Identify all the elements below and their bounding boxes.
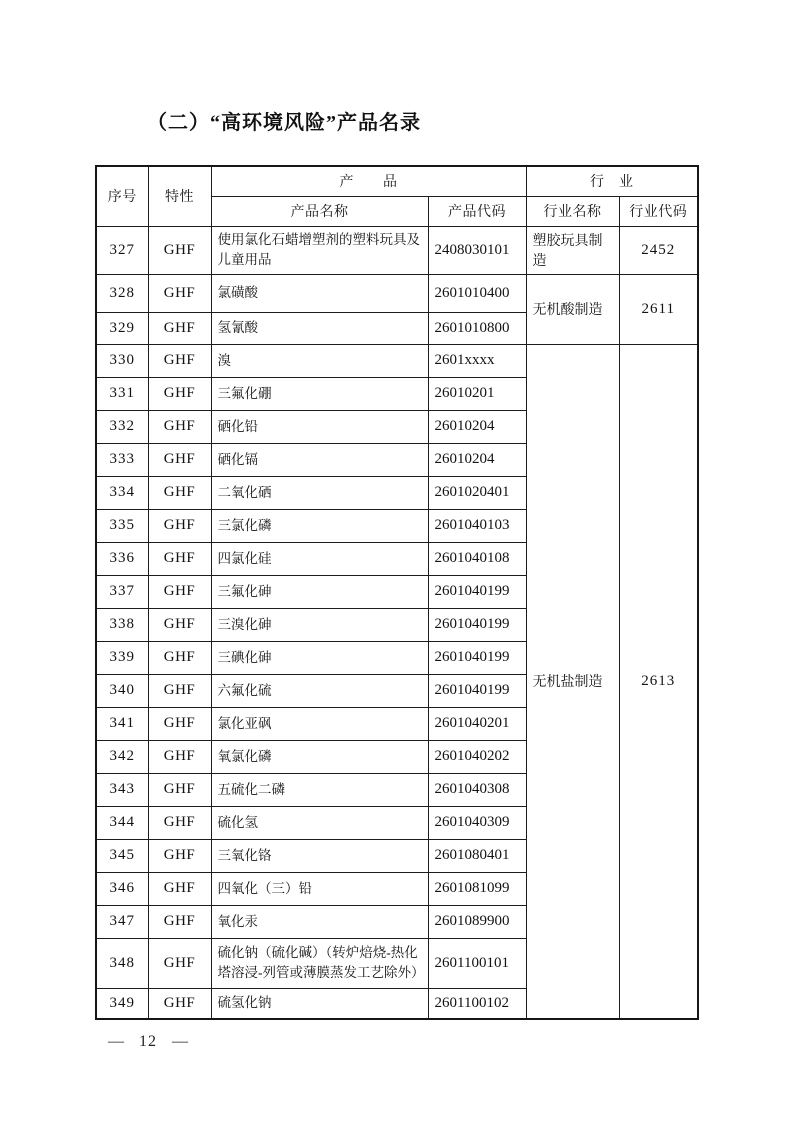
cell-product-code: 2601040108 [428,542,526,575]
cell-property: GHF [148,905,211,938]
cell-property: GHF [148,542,211,575]
cell-property: GHF [148,938,211,988]
cell-product-name: 六氟化硫 [211,674,428,707]
cell-serial: 347 [96,905,148,938]
cell-property: GHF [148,773,211,806]
cell-property: GHF [148,476,211,509]
cell-serial: 335 [96,509,148,542]
table-body [96,226,698,1019]
cell-serial: 342 [96,740,148,773]
cell-product-name: 溴 [211,344,428,377]
cell-product-name: 三溴化砷 [211,608,428,641]
cell-product-name: 三碘化砷 [211,641,428,674]
table-row [96,274,698,312]
cell-product-name: 四氯化硅 [211,542,428,575]
cell-industry-code: 2452 [619,226,698,274]
cell-product-name: 三氟化硼 [211,377,428,410]
cell-product-name: 硫化氢 [211,806,428,839]
cell-product-code: 2601080401 [428,839,526,872]
header-serial: 序号 [96,166,148,226]
cell-property: GHF [148,608,211,641]
header-industry-name: 行业名称 [526,196,619,226]
cell-property: GHF [148,806,211,839]
cell-property: GHF [148,674,211,707]
cell-industry-code: 2611 [619,274,698,344]
cell-serial: 334 [96,476,148,509]
cell-serial: 345 [96,839,148,872]
cell-product-name: 硫氢化钠 [211,988,428,1019]
cell-product-name: 五硫化二磷 [211,773,428,806]
page-title: （二）“高环境风险”产品名录 [147,112,421,134]
cell-property: GHF [148,707,211,740]
cell-serial: 349 [96,988,148,1019]
cell-product-code: 26010201 [428,377,526,410]
product-table [95,165,699,1020]
cell-product-code: 2601040199 [428,674,526,707]
cell-product-code: 2601040103 [428,509,526,542]
cell-serial: 346 [96,872,148,905]
cell-product-name: 氯磺酸 [211,274,428,312]
cell-serial: 337 [96,575,148,608]
cell-serial: 341 [96,707,148,740]
cell-product-code: 2601020401 [428,476,526,509]
cell-product-name: 三氟化砷 [211,575,428,608]
cell-product-code: 2601100102 [428,988,526,1019]
cell-property: GHF [148,274,211,312]
cell-product-name: 硒化铅 [211,410,428,443]
cell-product-name: 四氧化（三）铅 [211,872,428,905]
cell-product-name: 硒化镉 [211,443,428,476]
footer-dash-left: — [108,1033,124,1050]
cell-product-name: 三氯化磷 [211,509,428,542]
cell-product-code: 2601040199 [428,608,526,641]
cell-property: GHF [148,377,211,410]
cell-property: GHF [148,410,211,443]
cell-serial: 343 [96,773,148,806]
header-product-code: 产品代码 [428,196,526,226]
cell-serial: 330 [96,344,148,377]
cell-product-name: 氢氰酸 [211,312,428,344]
cell-product-code: 26010204 [428,443,526,476]
cell-serial: 348 [96,938,148,988]
footer-dash-right: — [172,1033,188,1050]
cell-product-name: 氧化汞 [211,905,428,938]
cell-property: GHF [148,509,211,542]
cell-product-name: 二氧化硒 [211,476,428,509]
header-property: 特性 [148,166,211,226]
cell-product-code: 2601040308 [428,773,526,806]
cell-product-code: 2408030101 [428,226,526,274]
cell-product-code: 2601040202 [428,740,526,773]
cell-product-code: 26010204 [428,410,526,443]
table-row [96,226,698,274]
cell-serial: 340 [96,674,148,707]
cell-serial: 333 [96,443,148,476]
cell-industry-name: 无机盐制造 [526,344,619,1019]
cell-product-name: 使用氯化石蜡增塑剂的塑料玩具及儿童用品 [211,226,428,274]
cell-serial: 332 [96,410,148,443]
cell-property: GHF [148,443,211,476]
table-header [96,166,698,226]
cell-product-code: 2601040201 [428,707,526,740]
cell-property: GHF [148,344,211,377]
cell-property: GHF [148,312,211,344]
cell-property: GHF [148,839,211,872]
cell-product-code: 2601081099 [428,872,526,905]
cell-product-code: 2601040199 [428,641,526,674]
cell-property: GHF [148,575,211,608]
cell-industry-name: 塑胶玩具制造 [526,226,619,274]
page-number: 12 [139,1033,157,1050]
cell-product-name: 氯化亚砜 [211,707,428,740]
cell-property: GHF [148,872,211,905]
cell-serial: 331 [96,377,148,410]
cell-serial: 329 [96,312,148,344]
cell-product-code: 2601100101 [428,938,526,988]
cell-product-code: 2601040199 [428,575,526,608]
cell-serial: 338 [96,608,148,641]
cell-product-name: 三氧化铬 [211,839,428,872]
cell-product-code: 2601xxxx [428,344,526,377]
cell-product-code: 2601089900 [428,905,526,938]
cell-product-code: 2601010400 [428,274,526,312]
cell-industry-name: 无机酸制造 [526,274,619,344]
cell-product-name: 硫化钠（硫化碱）（转炉焙烧-热化塔溶浸-列管或薄膜蒸发工艺除外） [211,938,428,988]
cell-serial: 328 [96,274,148,312]
header-industry-code: 行业代码 [619,196,698,226]
cell-property: GHF [148,226,211,274]
cell-property: GHF [148,641,211,674]
cell-product-code: 2601010800 [428,312,526,344]
cell-product-name: 氧氯化磷 [211,740,428,773]
page-footer [108,1033,188,1051]
header-row-groups [96,166,698,196]
cell-serial: 336 [96,542,148,575]
cell-serial: 344 [96,806,148,839]
header-product-name: 产品名称 [211,196,428,226]
header-product-group: 产 品 [211,166,526,196]
cell-serial: 327 [96,226,148,274]
header-industry-group: 行 业 [526,166,698,196]
cell-industry-code: 2613 [619,344,698,1019]
cell-property: GHF [148,740,211,773]
cell-serial: 339 [96,641,148,674]
cell-property: GHF [148,988,211,1019]
cell-product-code: 2601040309 [428,806,526,839]
table-row [96,344,698,377]
